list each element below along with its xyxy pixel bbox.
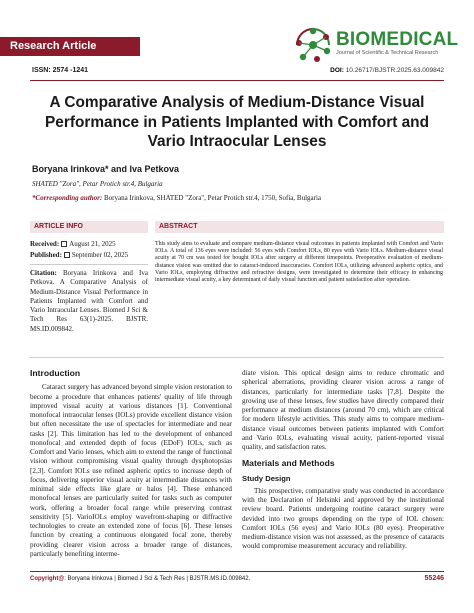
brand-name: BIOMEDICAL [336, 29, 459, 50]
doi-value[interactable]: 10.26717/BJSTR.2025.63.009842 [345, 67, 444, 74]
received-line [30, 240, 148, 249]
published-label: Published: [30, 251, 62, 259]
doi[interactable] [330, 67, 444, 74]
corr-text: Boryana Irinkova, SHATED "Zora", Petar Protich str.4, 1750, Sofia, Bulgaria [103, 194, 322, 202]
doi-label: DOI: [330, 67, 344, 74]
left-column [30, 369, 232, 559]
authors: Boryana Irinkova* and Iva Petkova [32, 164, 180, 174]
calendar-icon [61, 241, 67, 247]
citation-label: Citation: [30, 269, 57, 277]
body-divider [30, 357, 444, 358]
methods-heading: Materials and Methods [242, 458, 335, 469]
right-column [242, 369, 444, 552]
article-title: A Comparative Analysis of Medium-Distance Visual Performance in Patients Implanted with Comfort and Vario Intraocular Lenses [45, 94, 429, 150]
published-line [30, 251, 148, 260]
study-design-paragraph: This prospective, comparative study was conducted in accordance with the Declaration of Helsinki and approved by the institutional review board. Patients undergoing routine cataract surgery were devided into two groups depending on the type of IOL chosen: Comfort IOLs (56 eyes) and Vario IOLs (80 eyes). Preoperative medium-distance vision was not assessed, as the presence of cataracts would compromise measurement accuracy and reliability. [242, 486, 444, 551]
page-number: 55246 [424, 575, 444, 582]
header-divider [30, 80, 444, 81]
received-label: Received: [30, 240, 60, 248]
intro-continued-paragraph: diate vision. This optical design aims to reduce chromatic and spherical aberrations, providing clearer vision across a range of distances, particularly for intermediate tasks [7,8]. Despite the growing use of these lenses, few studies have directly compared their performance at medium distances (around 70 cm), which are critical for modern lifestyle activities. This study aims to compare medium-distance visual outcomes between patients implanted with Comfort and Vario IOLs, evaluating visual acuity, patient-reported visual quality, and satisfaction rates. [242, 369, 444, 451]
issn: ISSN: 2574 -1241 [32, 67, 89, 74]
study-design-heading: Study Design [242, 473, 291, 483]
footer-divider [30, 571, 444, 572]
copyright-text: : Boryana Irinkova | Biomed J Sci & Tech Res | BJSTR.MS.ID.009842. [64, 576, 251, 582]
info-divider [30, 264, 148, 265]
article-type-banner: Research Article [0, 37, 140, 56]
abstract-text: This study aims to evaluate and compare medium-distance visual outcomes in patients implanted with Comfort and Vario IOLs. A total of 136 eyes were included: 56 eyes with Comfort IOLs, 80 eyes with Vario IOLs. Medium-distance visual acuity at 70 cm was tested for bought IOLs after surgery at different timepoints. Preoperative evaluation of medium-distance vision was omitted due to cataract-induced inaccuracies. Comfort IOLs, utilizing advanced aspheric optics, and Vario IOLs, employing diffractive and refractive designs, were investigated to determine their efficacy in enhancing intermediate visual acuity, a key determinant of daily visual function and patient satisfaction after operation. [155, 241, 443, 284]
intro-heading: Introduction [30, 368, 81, 378]
footer-copyright [30, 576, 444, 582]
affiliation: SHATED "Zora", Petar Protich str.4, Bulgaria [32, 180, 163, 188]
article-info-heading: ARTICLE INFO [30, 221, 148, 233]
abstract-heading: ABSTRACT [155, 221, 444, 233]
citation-text: Boryana Irinkova and Iva Petkova. A Comparative Analysis of Medium-Distance Visual Performance in Patients Implanted with Comfort and Vario Intraocular Lenses. Biomed J Sci & Tech Res 63(1)-2025. BJSTR. MS.ID.009842. [30, 269, 148, 333]
received-date: August 21, 2025 [69, 240, 116, 248]
corresponding-author [32, 194, 321, 202]
intro-paragraph: Cataract surgery has advanced beyond simple vision restoration to become a procedure that enhances patients' quality of life through improved visual acuity at various distances [1]. Conventional monofocal intraocular lenses (IOLs) provide excellent distance vision but often necessitate the use of spectacles for intermediate and near tasks [2]. This limitation has led to the development of enhanced monofocal and extended depth of focus (EDoF) IOLs, such as Comfort and Vario lenses, which aim to extend the range of functional vision without compromising visual quality through dysphotopsias [2,3]. Comfort IOLs use refined aspheric optics to increase depth of focus, delivering superior visual acuity at intermediate distances with minimal side effects like glare or halos [4]. These enhanced monofocal lenses are particularly suited for tasks such as computer work, offering a broader focal range while preserving contrast sensitivity [5]. VarioIOLs employ wavefront-shaping or diffractive technologies to create an extended zone of focus [6]. These lenses function by creating a continuous elongated focal zone, thereby providing clearer vision across a broader range of distances, particularly benefiting interme- [30, 383, 232, 558]
corr-label: *Corresponding author: [32, 194, 103, 202]
brand-subtitle: Journal of Scientific & Technical Research [336, 50, 439, 56]
citation [30, 269, 148, 334]
published-date: September 02, 2025 [71, 251, 129, 259]
calendar-icon [64, 252, 70, 258]
molecule-logo-icon [293, 25, 333, 65]
copyright-label: Copyright@ [30, 576, 65, 582]
